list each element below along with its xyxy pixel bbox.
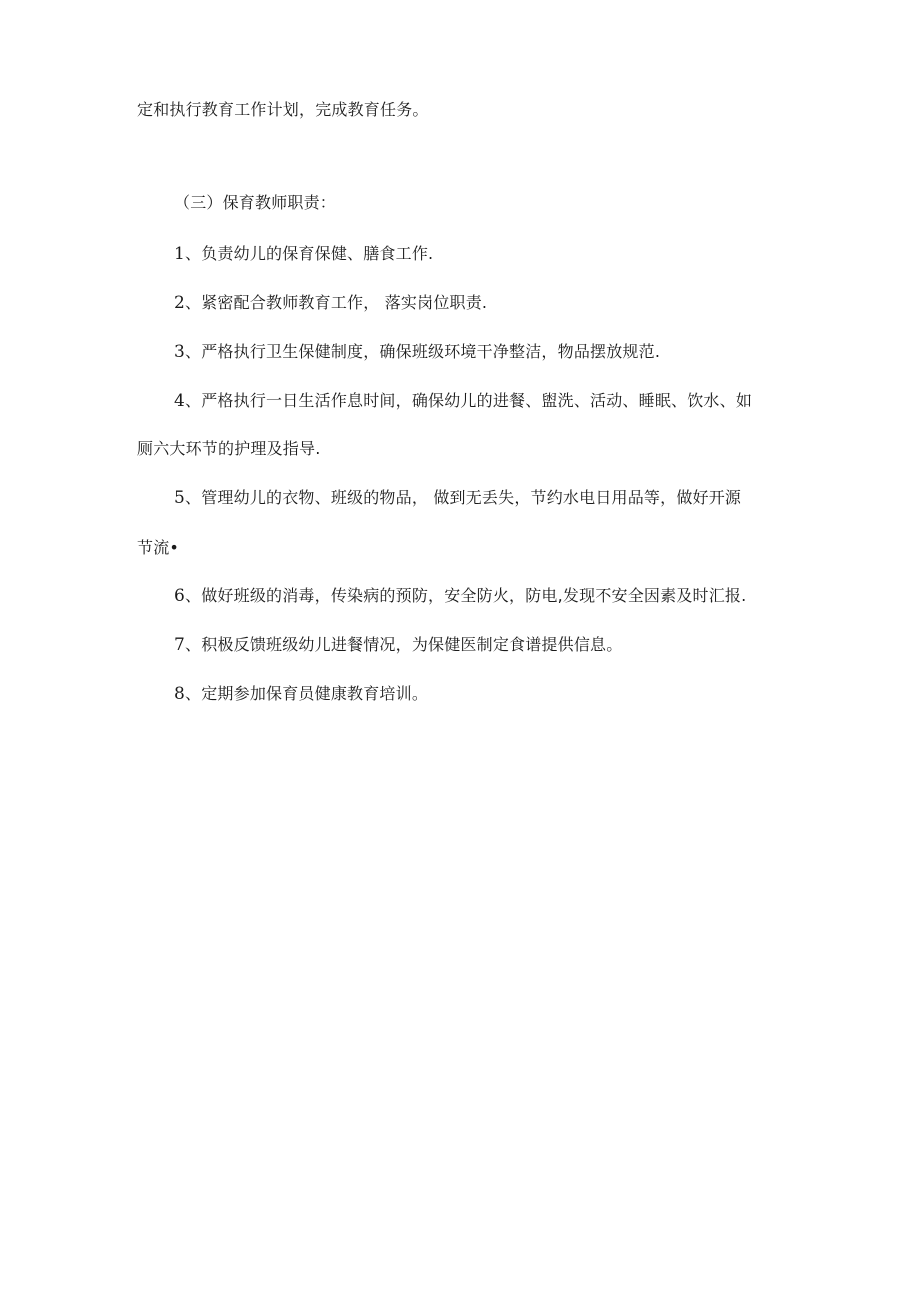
list-item-4-continuation: 厕六大环节的护理及指导. [137, 439, 321, 458]
item-text: 、管理幼儿的衣物、班级的物品， 做到无丢失，节约水电日用品等，做好开源 [185, 488, 742, 507]
item-number: 1 [174, 244, 186, 264]
intro-continuation: 定和执行教育工作计划，完成教育任务。 [137, 100, 429, 119]
item-number: 7 [174, 635, 186, 655]
item-number: 6 [174, 586, 186, 606]
item-text: 、严格执行一日生活作息时间，确保幼儿的进餐、盥洗、活动、睡眠、饮水、如 [185, 391, 753, 410]
item-text: 、紧密配合教师教育工作， 落实岗位职责. [185, 293, 488, 312]
list-item-4 [174, 390, 752, 412]
list-item-5-continuation: 节流• [137, 538, 180, 557]
item-number: 8 [174, 684, 186, 704]
list-item-2 [174, 292, 487, 314]
list-item-5 [174, 487, 741, 509]
item-number: 2 [174, 293, 186, 313]
item-text: 、做好班级的消毒，传染病的预防，安全防火，防电,发现不安全因素及时汇报. [185, 586, 747, 605]
item-number: 3 [174, 342, 186, 362]
list-item-8 [174, 683, 428, 705]
item-text: 、负责幼儿的保育保健、膳食工作. [185, 244, 434, 263]
list-item-6 [174, 585, 746, 607]
item-text: 、积极反馈班级幼儿进餐情况，为保健医制定食谱提供信息。 [185, 635, 623, 654]
list-item-1 [174, 243, 433, 265]
list-item-3 [174, 341, 660, 363]
item-text: 、严格执行卫生保健制度，确保班级环境干净整洁，物品摆放规范. [185, 342, 661, 361]
list-item-7 [174, 634, 622, 656]
item-text: 、定期参加保育员健康教育培训。 [185, 684, 429, 703]
item-number: 4 [174, 391, 186, 411]
item-number: 5 [174, 488, 186, 508]
section-heading: （三）保育教师职责： [174, 193, 337, 212]
